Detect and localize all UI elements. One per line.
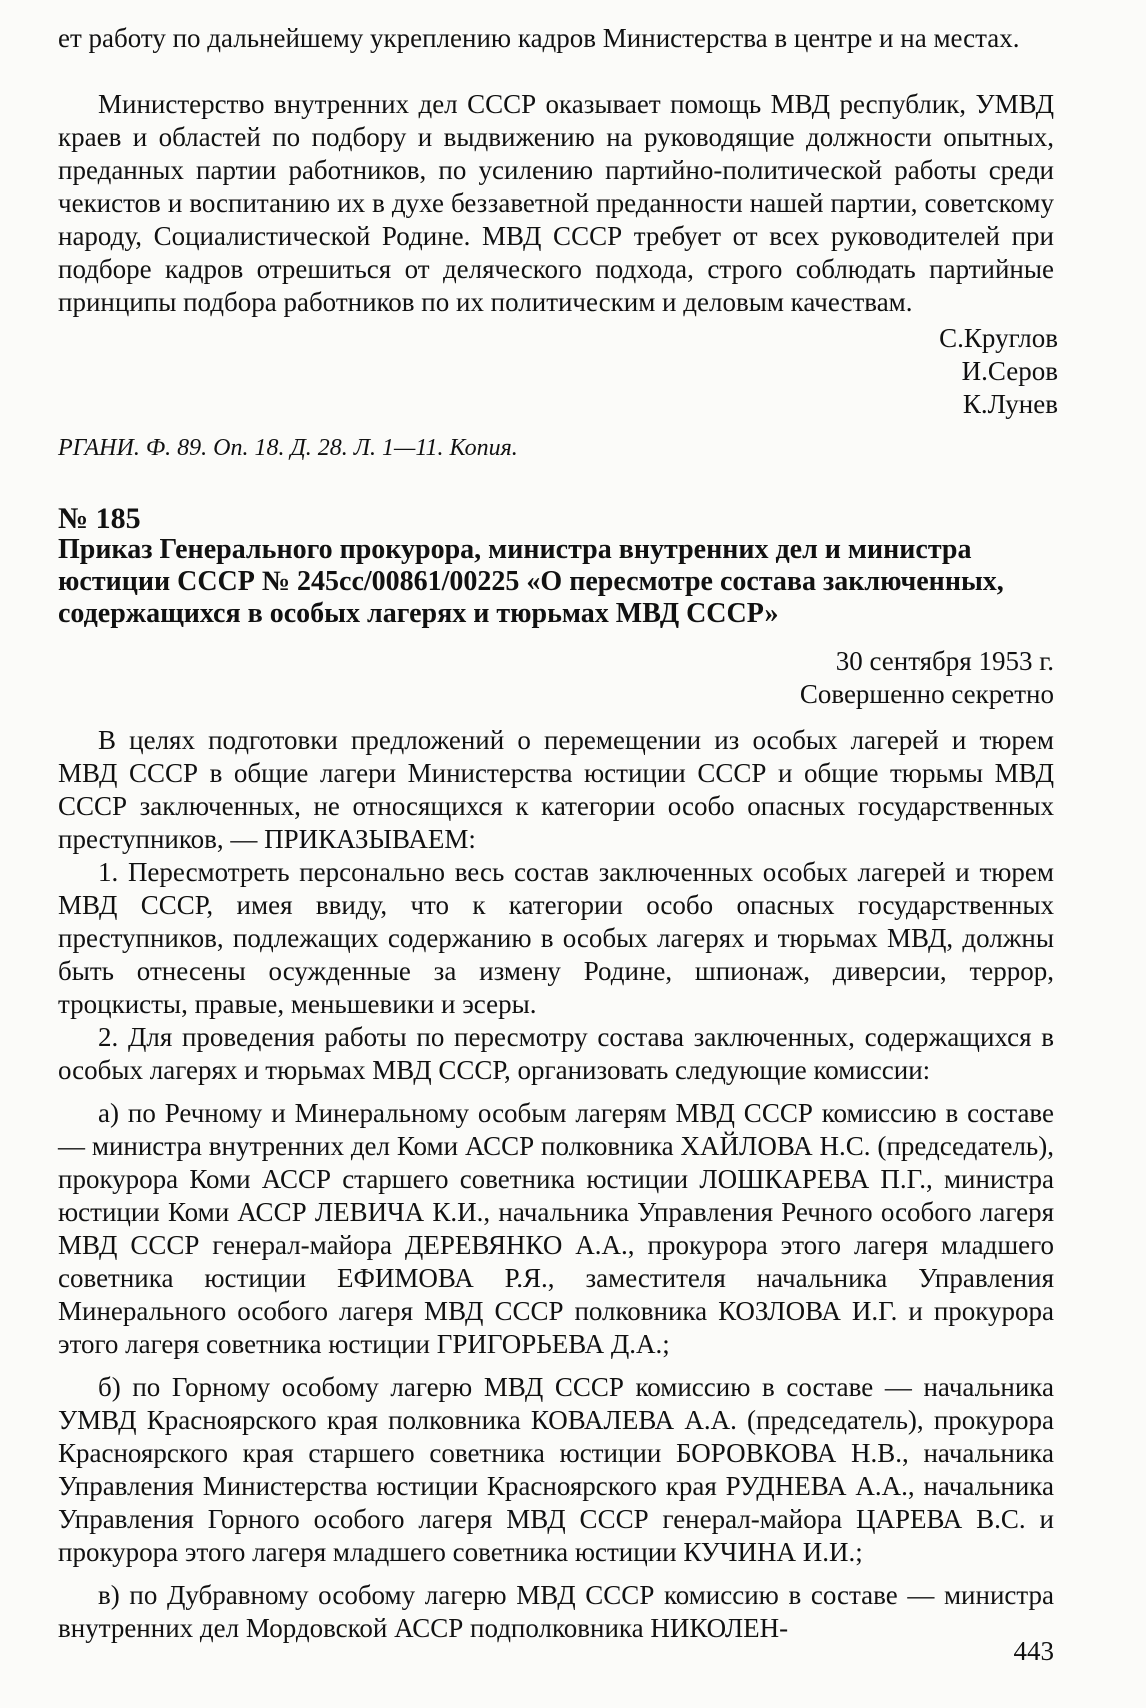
order-body — [58, 724, 1054, 1645]
continuation-paragraph — [58, 22, 1054, 55]
signature-kruglov: С.Круглов — [939, 323, 1058, 353]
document-classification: Совершенно секретно — [799, 679, 1054, 709]
document-title: Приказ Генерального прокурора, министра внутренних дел и министра юстиции СССР № 245сс/00861/00225 «О пересмотре состава заключенных, содержащихся в особых лагерях и тюрьмах МВД СССР» — [58, 534, 1004, 629]
signature-serov: И.Серов — [961, 356, 1058, 386]
order-item-1: 1. Пересмотреть персонально весь состав заключенных особых лагерей и тюрем МВД СССР, имея ввиду, что к категории особо опасных государственных преступников, подлежащих содержанию в особых лагерях и тюрьмах МВД, должны быть отнесены осужденные за измену Родине, шпионаж, диверсии, террор, троцкисты, правые, меньшевики и эсеры. — [58, 857, 1054, 1019]
continuation-text: ет работу по дальнейшему укреплению кадров Министерства в центре и на местах. — [58, 23, 1020, 53]
archive-source: РГАНИ. Ф. 89. Оп. 18. Д. 28. Л. 1—11. Копия. — [58, 435, 518, 461]
order-subitem-b: б) по Горному особому лагерю МВД СССР комиссию в составе — начальника УМВД Красноярского края полковника КОВАЛЕВА А.А. (председатель), прокурора Красноярского края старшего советника юстиции БОРОВКОВА Н.В., начальника Управления Министерства юстиции Красноярского края РУДНЕВА А.А., начальника Управления Горного особого лагеря МВД СССР генерал-майора ЦАРЕВА В.С. и прокурора этого лагеря младшего советника юстиции КУЧИНА И.И.; — [58, 1372, 1054, 1567]
order-intro: В целях подготовки предложений о перемещении из особых лагерей и тюрем МВД СССР в общие лагери Министерства юстиции СССР и общие тюрьмы МВД СССР заключенных, не относящихся к категории особо опасных государственных преступников, — ПРИКАЗЫВАЕМ: — [58, 725, 1054, 854]
document-number: № 185 — [58, 502, 141, 535]
mvd-paragraph — [58, 88, 1054, 319]
page-number: 443 — [1013, 1636, 1054, 1666]
order-subitem-v: в) по Дубравному особому лагерю МВД СССР комиссию в составе — министра внутренних дел Мордовской АССР подполковника НИКОЛЕН- — [58, 1580, 1054, 1643]
document-date: 30 сентября 1953 г. — [835, 646, 1054, 676]
order-subitem-a: а) по Речному и Минеральному особым лагерям МВД СССР комиссию в составе — министра внутренних дел Коми АССР полковника ХАЙЛОВА Н.С. (председатель), прокурора Коми АССР старшего советника юстиции ЛОШКАРЕВА П.Г., министра юстиции Коми АССР ЛЕВИЧА К.И., начальника Управления Речного особого лагеря МВД СССР генерал-майора ДЕРЕВЯНКО А.А., прокурора этого лагеря младшего советника юстиции ЕФИМОВА Р.Я., заместителя начальника Управления Минерального особого лагеря МВД СССР полковника КОЗЛОВА И.Г. и прокурора этого лагеря советника юстиции ГРИГОРЬЕВА Д.А.; — [58, 1098, 1054, 1359]
signatures — [939, 322, 1058, 421]
document-date-block — [800, 645, 1054, 711]
signature-lunev: К.Лунев — [962, 389, 1058, 419]
order-item-2: 2. Для проведения работы по пересмотру состава заключенных, содержащихся в особых лагерях и тюрьмах МВД СССР, организовать следующие комиссии: — [58, 1022, 1054, 1085]
mvd-paragraph-text: Министерство внутренних дел СССР оказывает помощь МВД республик, УМВД краев и областей по подбору и выдвижению на руководящие должности опытных, преданных партии работников, по усилению партийно-политической работы среди чекистов и воспитанию их в духе беззаветной преданности нашей партии, советскому народу, Социалистической Родине. МВД СССР требует от всех руководителей при подборе кадров отрешиться от деляческого подхода, строго соблюдать партийные принципы подбора работников по их политическим и деловым качествам. — [58, 89, 1054, 317]
